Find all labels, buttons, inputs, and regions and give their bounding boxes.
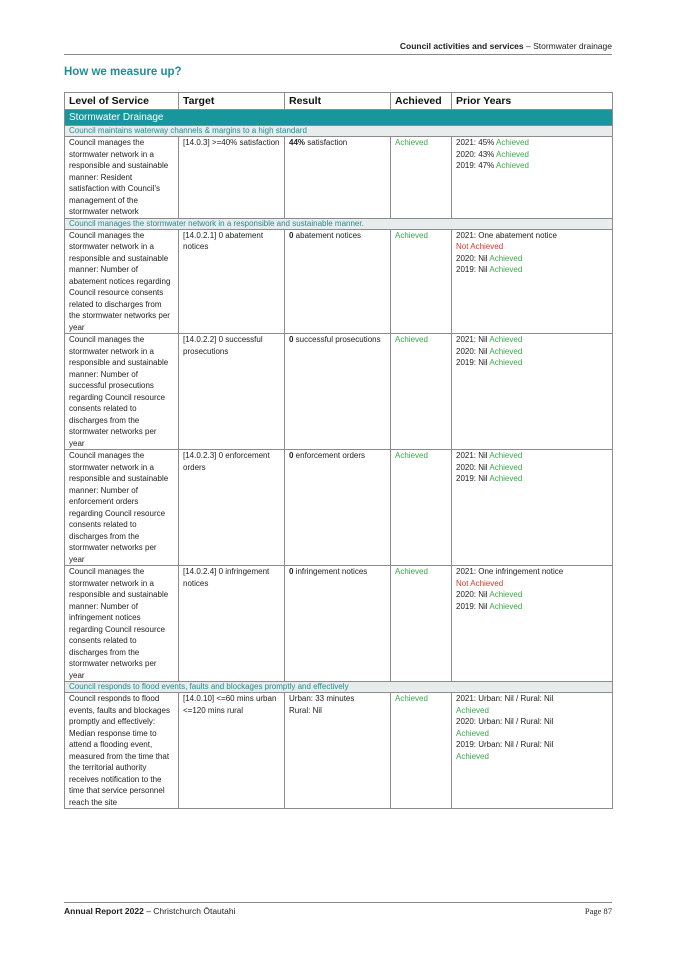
prior-year-line — [456, 693, 608, 705]
table-row — [65, 693, 613, 809]
table-row — [65, 137, 613, 219]
level-of-service-cell: Council responds to flood events, faults and blockages promptly and effectively: Median response time to attend a flooding event, measured from the time that the territorial authority receives notification to the time that service personnel reach the site — [65, 693, 179, 809]
prior-year-text: 2021: 45% — [456, 138, 497, 147]
prior-year-status: Achieved — [489, 590, 523, 599]
prior-year-status: Achieved — [496, 138, 529, 147]
prior-year-line — [456, 149, 608, 161]
prior-year-status: Achieved — [489, 335, 523, 344]
target-cell: [14.0.2.4] 0 infringement notices — [179, 566, 285, 682]
column-header: Prior Years — [452, 93, 613, 110]
footer-separator: – — [143, 906, 154, 916]
prior-year-text: 2019: Nil — [456, 601, 490, 611]
prior-year-line — [456, 253, 608, 265]
achieved-cell: Achieved — [391, 137, 452, 219]
prior-year-text: 2021: Urban: Nil / Rural: Nil — [456, 694, 554, 703]
result-value: 0 — [289, 230, 294, 240]
prior-year-line — [456, 230, 608, 242]
running-header — [64, 41, 612, 55]
prior-year-text: 2019: Urban: Nil / Rural: Nil — [456, 740, 554, 749]
prior-year-status: Achieved — [489, 346, 523, 356]
prior-year-line — [456, 739, 608, 751]
prior-year-line — [456, 473, 608, 485]
result-value: 44% — [289, 138, 306, 147]
prior-year-text: 2020: Nil — [456, 346, 490, 356]
prior-year-line — [456, 450, 608, 462]
page-number: Page 87 — [584, 906, 612, 916]
prior-year-text: 2020: Nil — [456, 590, 490, 599]
prior-year-status: Achieved — [489, 253, 523, 263]
prior-year-status: Achieved — [489, 474, 523, 483]
prior-year-line — [456, 589, 608, 601]
prior-year-line — [456, 264, 608, 276]
target-cell: [14.0.10] <=60 mins urban <=120 mins rural — [179, 693, 285, 809]
prior-year-line — [456, 334, 608, 346]
group-row — [65, 682, 613, 693]
prior-year-line — [456, 241, 608, 253]
level-of-service-cell: Council manages the stormwater network in a responsible and sustainable manner: Number of abatement notices regarding Council resource consents related to discharges from the stormwater networks per year — [65, 229, 179, 334]
prior-year-status: Achieved — [489, 358, 523, 367]
prior-year-line — [456, 716, 608, 728]
result-text: enforcement orders — [293, 451, 366, 460]
page-heading: How we measure up? — [64, 66, 182, 78]
group-title: Council manages the stormwater network in a responsible and sustainable manner. — [65, 218, 613, 229]
table-row — [65, 450, 613, 566]
table-body — [65, 110, 613, 809]
level-of-service-cell: Council manages the stormwater network in a responsible and sustainable manner: Resident satisfaction with Council’s management of the stormwater network — [65, 137, 179, 219]
result-cell — [285, 229, 391, 334]
level-of-service-cell: Council manages the stormwater network in a responsible and sustainable manner: Number of infringement notices regarding Council resource consents related to discharges from the stormwater networks per year — [65, 566, 179, 682]
result-value: 0 — [289, 567, 294, 576]
prior-years-cell — [452, 334, 613, 450]
prior-year-text: 2019: Nil — [456, 265, 490, 274]
target-cell: [14.0.3] >=40% satisfaction — [179, 137, 285, 219]
prior-year-line — [456, 601, 608, 613]
header-section: Council activities and services — [399, 41, 524, 51]
prior-year-text: 2021: One infringement notice — [456, 567, 564, 576]
column-header: Result — [285, 93, 391, 110]
result-cell — [285, 566, 391, 682]
result-cell — [285, 334, 391, 450]
prior-year-line — [456, 346, 608, 358]
prior-year-line — [456, 137, 608, 149]
result-text: infringement notices — [293, 567, 368, 576]
result-text: successful prosecutions — [293, 335, 381, 344]
result-cell — [285, 450, 391, 566]
prior-year-text: 2020: Nil — [456, 462, 490, 472]
section-title: Stormwater Drainage — [65, 110, 613, 126]
result-text: satisfaction — [305, 138, 348, 147]
prior-years-cell — [452, 450, 613, 566]
group-title: Council responds to flood events, faults and blockages promptly and effectively — [65, 682, 613, 693]
prior-year-line — [456, 578, 608, 590]
result-value: 0 — [289, 335, 294, 344]
prior-year-status: Achieved — [489, 601, 523, 611]
prior-years-cell — [452, 137, 613, 219]
prior-year-status: Achieved — [456, 751, 489, 761]
prior-years-cell — [452, 566, 613, 682]
prior-year-line — [456, 357, 608, 369]
target-cell: [14.0.2.3] 0 enforcement orders — [179, 450, 285, 566]
prior-year-status: Achieved — [456, 705, 489, 715]
footer-report: Annual Report 2022 — [64, 906, 144, 916]
level-of-service-cell: Council manages the stormwater network in a responsible and sustainable manner: Number of successful prosecutions regarding Council resource consents related to discharges from the stormwater networks per year — [65, 334, 179, 450]
column-header: Level of Service — [65, 93, 179, 110]
prior-year-line — [456, 566, 608, 578]
table-header-row — [65, 93, 613, 110]
group-title: Council maintains waterway channels & margins to a high standard — [65, 126, 613, 137]
achieved-cell: Achieved — [391, 693, 452, 809]
prior-year-text: 2020: Nil — [456, 253, 490, 263]
prior-year-text: 2021: Nil — [456, 335, 490, 344]
prior-year-line — [456, 160, 608, 172]
prior-year-line — [456, 728, 608, 740]
prior-year-line — [456, 705, 608, 717]
prior-year-text: 2021: One abatement notice — [456, 230, 557, 240]
target-cell: [14.0.2.1] 0 abatement notices — [179, 229, 285, 334]
prior-year-text: 2020: Urban: Nil / Rural: Nil — [456, 717, 554, 726]
level-of-service-cell: Council manages the stormwater network in a responsible and sustainable manner: Number of enforcement orders regarding Council resource consents related to discharges from the stormwater networks per year — [65, 450, 179, 566]
column-header: Achieved — [391, 93, 452, 110]
achieved-cell: Achieved — [391, 334, 452, 450]
prior-year-text: 2021: Nil — [456, 451, 490, 460]
result-cell — [285, 693, 391, 809]
prior-year-text: 2019: Nil — [456, 474, 490, 483]
measures-table — [64, 92, 613, 809]
prior-year-status: Not Achieved — [456, 578, 504, 588]
prior-year-status: Achieved — [489, 451, 523, 460]
table-row — [65, 334, 613, 450]
achieved-cell: Achieved — [391, 566, 452, 682]
footer-place: Christchurch Ōtautahi — [153, 906, 236, 916]
prior-year-status: Achieved — [456, 728, 489, 738]
prior-years-cell — [452, 229, 613, 334]
prior-year-text: 2020: 43% — [456, 149, 497, 159]
page-footer — [64, 902, 612, 916]
prior-year-line — [456, 751, 608, 763]
table-row — [65, 566, 613, 682]
prior-years-cell — [452, 693, 613, 809]
prior-year-text: 2019: Nil — [456, 358, 490, 367]
table-row — [65, 229, 613, 334]
group-row — [65, 126, 613, 137]
prior-year-status: Not Achieved — [456, 242, 504, 251]
target-cell: [14.0.2.2] 0 successful prosecutions — [179, 334, 285, 450]
prior-year-line — [456, 462, 608, 474]
prior-year-status: Achieved — [496, 161, 529, 170]
result-value: 0 — [289, 451, 294, 460]
prior-year-text: 2019: 47% — [456, 161, 497, 170]
prior-year-status: Achieved — [489, 462, 523, 472]
header-separator: – — [523, 41, 534, 51]
column-header: Target — [179, 93, 285, 110]
group-row — [65, 218, 613, 229]
achieved-cell: Achieved — [391, 229, 452, 334]
result-text: Urban: 33 minutes Rural: Nil — [289, 694, 355, 715]
section-row — [65, 110, 613, 126]
header-topic: Stormwater drainage — [533, 41, 612, 51]
result-text: abatement notices — [293, 230, 362, 240]
prior-year-status: Achieved — [496, 149, 529, 159]
prior-year-status: Achieved — [489, 265, 523, 274]
result-cell — [285, 137, 391, 219]
achieved-cell: Achieved — [391, 450, 452, 566]
